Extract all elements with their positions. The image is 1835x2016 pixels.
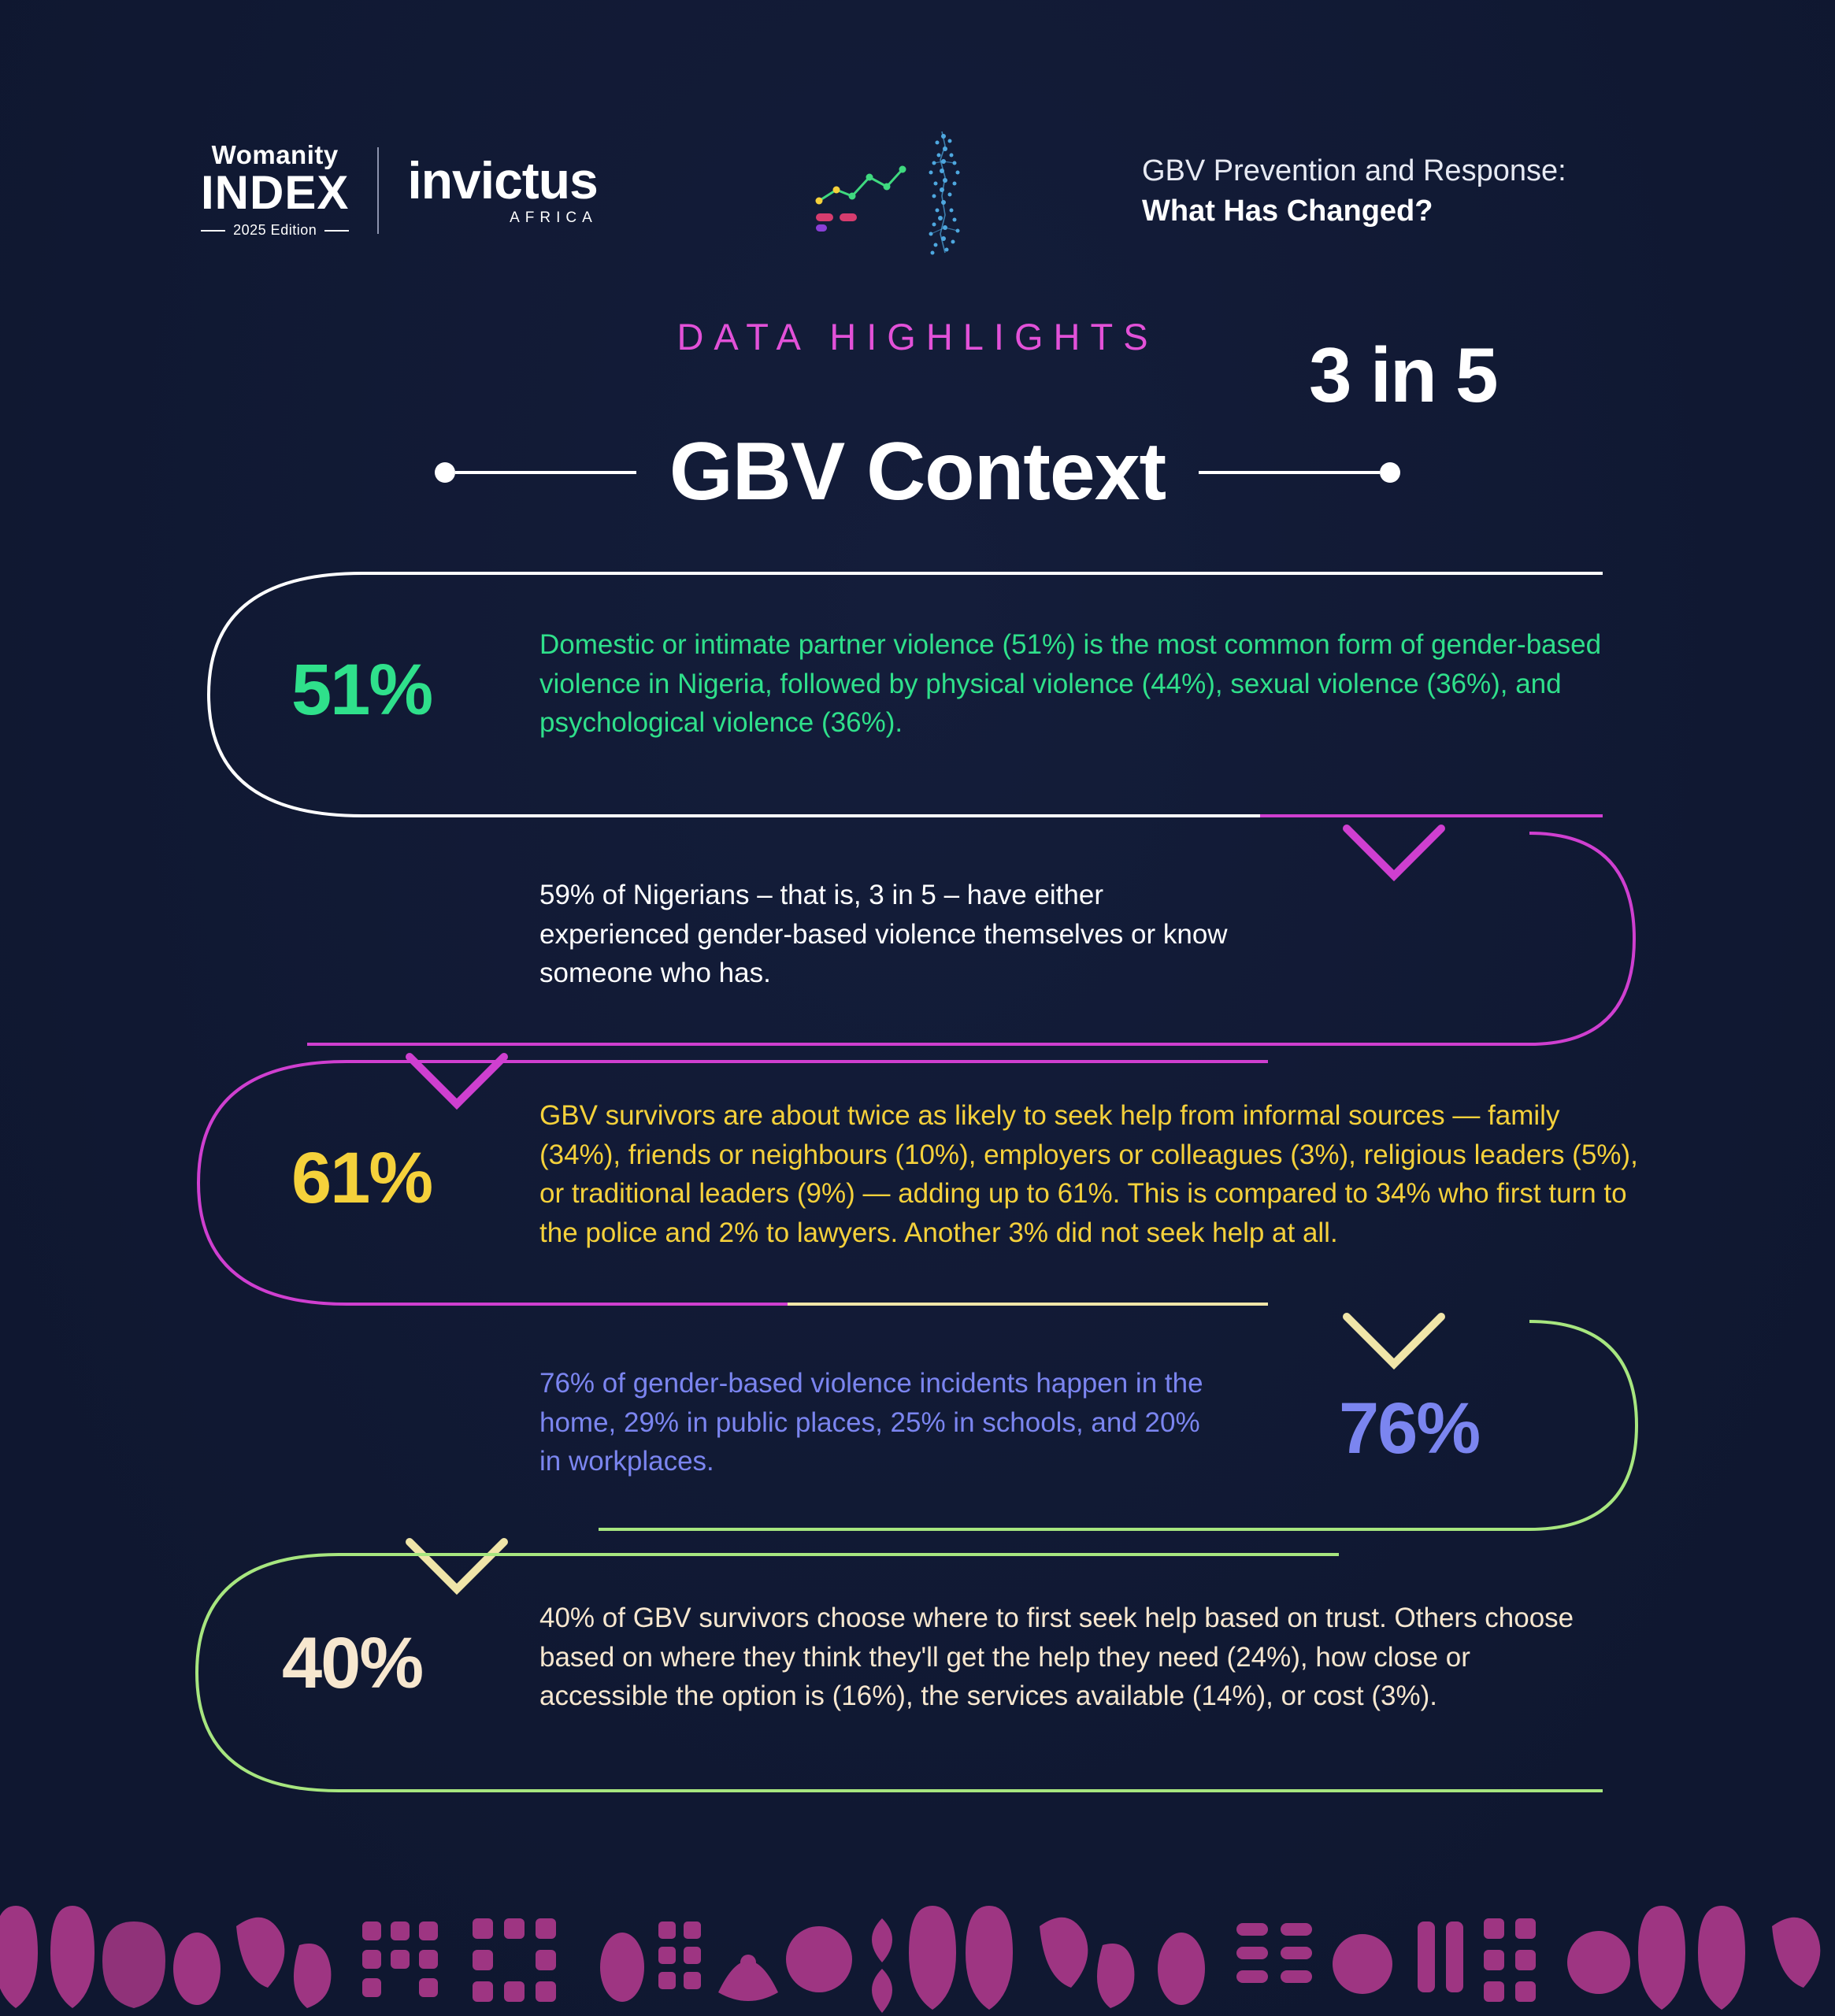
africa-label: AFRICA: [510, 209, 598, 226]
stat-value-51: 51%: [291, 650, 432, 730]
adinkra-pattern: [0, 1874, 1835, 2016]
logo-divider: [377, 147, 379, 234]
section-title: GBV Context: [669, 426, 1166, 517]
stat-text-3in5: 59% of Nigerians – that is, 3 in 5 – have either experienced gender-based violence themselves or know someone who has.: [539, 880, 1228, 989]
rule-line-right: [1199, 471, 1380, 474]
invictus-africa-logo: [407, 150, 598, 227]
edition-row: [201, 222, 349, 239]
womanity-wordmark: Womanity: [211, 140, 339, 169]
header: [0, 134, 1835, 276]
stat-value-40: 40%: [282, 1623, 423, 1703]
stat-value-3in5: 3 in 5: [1309, 332, 1497, 418]
header-title-line2: What Has Changed?: [1142, 195, 1433, 228]
stat-text-76: 76% of gender-based violence incidents happen in the home, 29% in public places, 25% in schools, and 20% in workplaces.: [539, 1368, 1203, 1477]
rule-dot-left: [435, 462, 455, 483]
title-rule-right: [1199, 462, 1400, 483]
header-title: [1142, 151, 1693, 232]
rule-right: [324, 230, 349, 232]
walking-figure-icon: [803, 114, 1040, 287]
invictus-wordmark: invictus: [407, 150, 598, 209]
title-rule-left: [435, 462, 636, 483]
stat-text-51: Domestic or intimate partner violence (51%) is the most common form of gender-based violence in Nigeria, followed by physical violence (44%), sexual violence (36%), and psychological violence (36%).: [539, 629, 1602, 739]
logo-block: [201, 142, 598, 239]
stat-text-40: 40% of GBV survivors choose where to first seek help based on trust. Others choose based on where they think they'll get the help they need (24%), how close or accessible the option is (16%), the services available (14%), or cost (3%).: [539, 1603, 1574, 1712]
rule-left: [201, 230, 225, 232]
header-title-line1: GBV Prevention and Response:: [1142, 154, 1566, 187]
rule-line-left: [455, 471, 636, 474]
stat-value-76: 76%: [1339, 1388, 1480, 1469]
section-eyebrow: DATA HIGHLIGHTS: [677, 316, 1158, 358]
footer-pattern: [0, 1874, 1835, 2016]
edition-label: 2025 Edition: [233, 222, 317, 238]
rule-dot-right: [1380, 462, 1400, 483]
section-title-row: [0, 425, 1835, 519]
womanity-index-logo: [201, 142, 377, 239]
index-wordmark: INDEX: [201, 166, 350, 219]
stat-text-61: GBV survivors are about twice as likely to seek help from informal sources — family (34%), friends or neighbours (10%), employers or colleagues (3%), religious leaders (5%), or traditional leaders (9%) — adding up to 61%. This is compared to 34% who first turn to the police and 2% to lawyers. Another 3% did not seek help at all.: [539, 1100, 1638, 1249]
stat-value-61: 61%: [291, 1138, 432, 1218]
